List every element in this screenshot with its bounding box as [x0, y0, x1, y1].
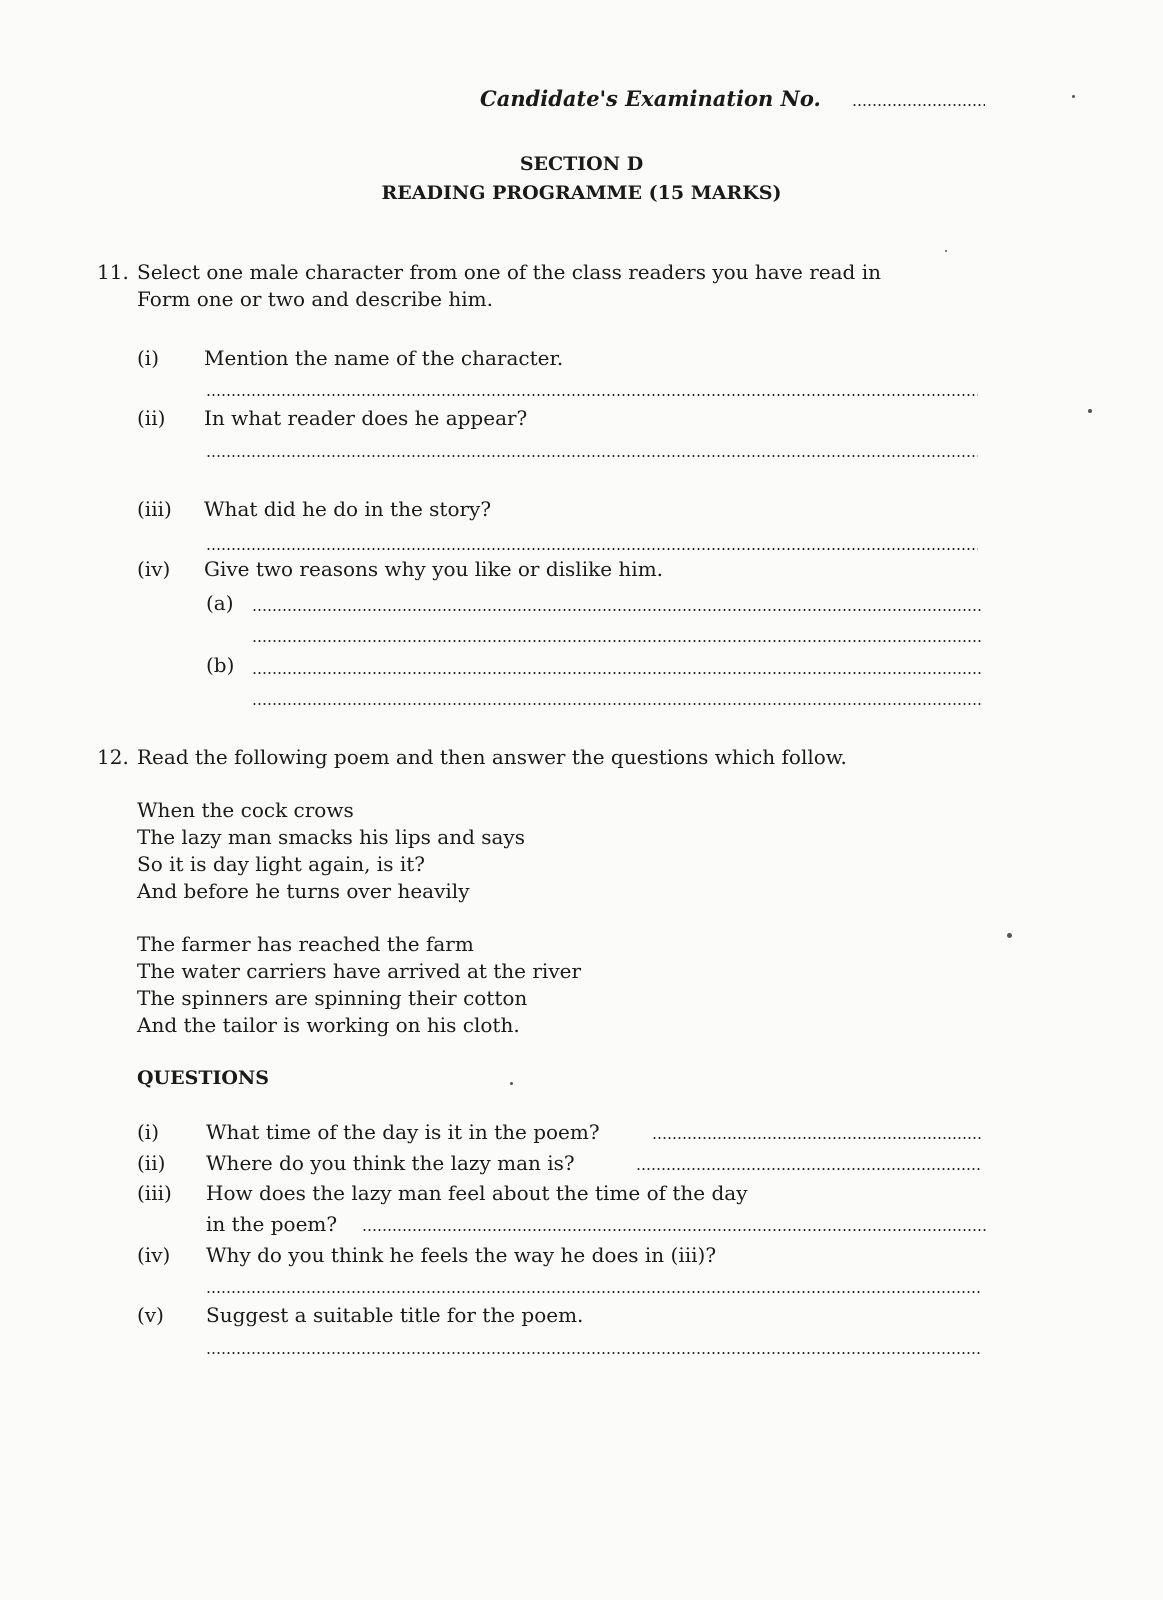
answer-line[interactable] — [652, 1137, 982, 1139]
q12-item-label: (ii) — [137, 1151, 166, 1175]
q11-item-label: (ii) — [137, 406, 166, 430]
answer-line[interactable] — [206, 394, 978, 396]
poem-line: The spinners are spinning their cotton — [137, 986, 528, 1010]
answer-line[interactable] — [362, 1229, 986, 1231]
poem-line: And before he turns over heavily — [137, 879, 470, 903]
answer-line[interactable] — [636, 1168, 982, 1170]
answer-line[interactable] — [206, 1352, 982, 1354]
question-11-prompt-line2: Form one or two and describe him. — [137, 287, 493, 311]
answer-line[interactable] — [252, 703, 982, 705]
q11-item-label: (iii) — [137, 497, 172, 521]
scan-speck — [1007, 933, 1012, 938]
q12-item-text-cont: in the poem? — [206, 1212, 338, 1236]
question-11-number: 11. — [97, 260, 129, 284]
scan-speck — [1088, 409, 1092, 413]
poem-line: When the cock crows — [137, 798, 354, 822]
section-subtitle: READING PROGRAMME (15 MARKS) — [381, 182, 782, 204]
question-12-number: 12. — [97, 745, 129, 769]
poem-line: The lazy man smacks his lips and says — [137, 825, 525, 849]
bleed-through-text — [170, 88, 176, 109]
candidate-exam-number-blank[interactable] — [852, 104, 985, 106]
answer-line[interactable] — [206, 548, 978, 550]
sub-item-label-a: (a) — [206, 591, 234, 615]
q11-item-text: In what reader does he appear? — [204, 406, 528, 430]
q12-item-text: How does the lazy man feel about the time of the day — [206, 1181, 748, 1205]
q11-item-text: What did he do in the story? — [204, 497, 492, 521]
candidate-exam-number-label: Candidate's Examination No. — [480, 86, 821, 111]
q11-item-text: Give two reasons why you like or dislike him. — [204, 557, 664, 581]
q11-item-label: (iv) — [137, 557, 171, 581]
scan-speck — [945, 250, 947, 252]
question-12-prompt: Read the following poem and then answer the questions which follow. — [137, 745, 847, 769]
section-title: SECTION D — [519, 153, 644, 175]
question-11-prompt-line1: Select one male character from one of the class readers you have read in — [137, 260, 881, 284]
poem-line: The water carriers have arrived at the river — [137, 959, 582, 983]
scan-speck — [1072, 95, 1075, 98]
answer-line[interactable] — [252, 640, 982, 642]
q11-item-label: (i) — [137, 346, 160, 370]
q11-item-text: Mention the name of the character. — [204, 346, 564, 370]
questions-heading: QUESTIONS — [137, 1067, 269, 1089]
answer-line[interactable] — [206, 1291, 982, 1293]
scan-speck — [510, 1082, 513, 1085]
answer-line[interactable] — [252, 672, 982, 674]
answer-line[interactable] — [252, 609, 982, 611]
q12-item-label: (i) — [137, 1120, 160, 1144]
q12-item-label: (iv) — [137, 1243, 171, 1267]
q12-item-label: (iii) — [137, 1181, 172, 1205]
poem-line: The farmer has reached the farm — [137, 932, 474, 956]
q12-item-text: What time of the day is it in the poem? — [206, 1120, 600, 1144]
q12-item-text: Why do you think he feels the way he does in (iii)? — [206, 1243, 717, 1267]
q12-item-text: Where do you think the lazy man is? — [206, 1151, 575, 1175]
poem-line: So it is day light again, is it? — [137, 852, 425, 876]
sub-item-label-b: (b) — [206, 653, 235, 677]
poem-line: And the tailor is working on his cloth. — [137, 1013, 520, 1037]
answer-line[interactable] — [206, 455, 978, 457]
q12-item-text: Suggest a suitable title for the poem. — [206, 1303, 584, 1327]
q12-item-label: (v) — [137, 1303, 164, 1327]
